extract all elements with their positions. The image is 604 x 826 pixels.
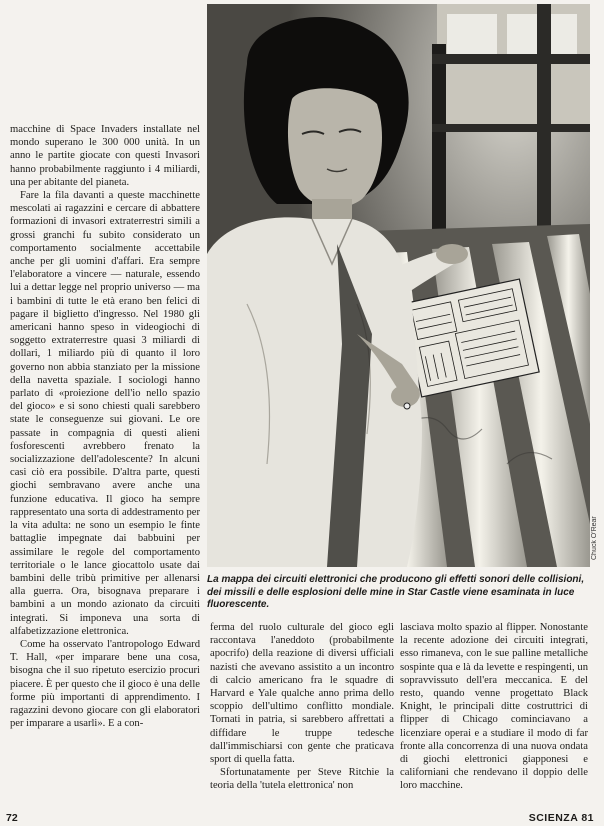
text-column-right: [400, 621, 588, 813]
paragraph: Fare la fila davanti a queste macchinette mescolati ai ragazzini e cercare di abbattere formazioni di invasori extraterrestri simili a grossi granchi fu subito considerato un comportamento socialmente accettabile anche per gli uomini d'affari. Era sempre l'elaboratore a vincere — naturale, essendo lui a dettar legge nel proprio universo — ma i bambini di tutte le età erano ben felici di pagare il biglietto d'ingresso. Nel 1980 gli americani hanno speso in videogiochi di soggetto extraterrestre quasi 3 miliardi di dollari, 1 miliardo più di quanto il loro governo non abbia stanziato per la missione della navetta spaziale. I sociologi hanno parlato di «proiezione dell'io nello spazio del gioco» e si sono chiesti quali sarebbero state le conseguenze sui giovani. Le ore passate in compagnia di questi alieni fosforescenti avrebbero frenato la socializzazione dell'adolescente? In alcuni casi ciò era possibile. D'altra parte, questi giochi sembravano avere anche una funzione educativa. Il gioco ha sempre rappresentato una sorta di addestramento per la vita adulta: ne sono un esempio le finte battaglie impegnate dai babbuini per assimilare le regole del comportamento territoriale o le lance giocattolo usate dai bambini delle tribù primitive per allenarsi alla guerra. Ora, bisognava preparare i bambini a un mondo azionato da circuiti integrati. Si imponeva una sorta di alfabetizzazione elettronica.: [10, 190, 200, 637]
figure-caption: La mappa dei circuiti elettronici che producono gli effetti sonori delle collisioni, dei missili e delle esplosioni delle mine in Star Castle viene esaminata in luce fluorescente.: [207, 574, 585, 610]
paragraph: macchine di Space Invaders installate nel mondo superano le 300 000 unità. In un anno le partite giocate con questi Invasori hanno probabilmente raggiunto i 4 miliardi, una per abitante del pianeta.: [10, 124, 200, 188]
text-column-left: [10, 123, 200, 813]
paragraph: Come ha osservato l'antropologo Edward T. Hall, «per imparare bene una cosa, bisogna che il suo ripetuto esercizio procuri piacere. È per questo che il gioco è una delle forme più importanti di apprendimento. I ragazzini devono giocare con gli elaboratori per imparare a usarli». E a con-: [10, 638, 200, 730]
page-number: 72: [6, 812, 18, 824]
text-column-middle: [210, 621, 394, 813]
photo-credit: Chuck O'Rear: [591, 516, 598, 560]
paragraph: ferma del ruolo culturale del gioco egli raccontava l'aneddoto (probabilmente apocrifo) della reazione di diversi ufficiali nazisti che avevano assistito a un incontro di calcio americano fra le squadre di Harvard e Yale qualche anno prima dello scoppio dell'ultimo conflitto mondiale. Tornati in patria, si sarebbero affrettati a diffidare le truppe tedesche dall'immischiarsi con gente che praticava sport di quella fatta.: [210, 622, 394, 766]
photograph: [207, 4, 590, 567]
paragraph: Sfortunatamente per Steve Ritchie la teoria della 'tutela elettronica' non: [210, 767, 394, 792]
photo-illustration: [207, 4, 590, 567]
paragraph: lasciava molto spazio al flipper. Nonostante la recente adozione dei circuiti integrati, esso rimaneva, con le sue palline metalliche sospinte qua e là da levette e respingenti, un sopravvissuto dell'era meccanica. E del resto, quando venne progettato Black Knight, le principali ditte costruttrici di flipper di Chicago cominciavano a licenziare operai e a studiare il modo di far fronte alla concorrenza di una nuova ondata di giochi elettronici giapponesi e californiani che rendevano il doppio delle loro macchine.: [400, 622, 588, 792]
running-footer: SCIENZA 81: [528, 812, 594, 824]
